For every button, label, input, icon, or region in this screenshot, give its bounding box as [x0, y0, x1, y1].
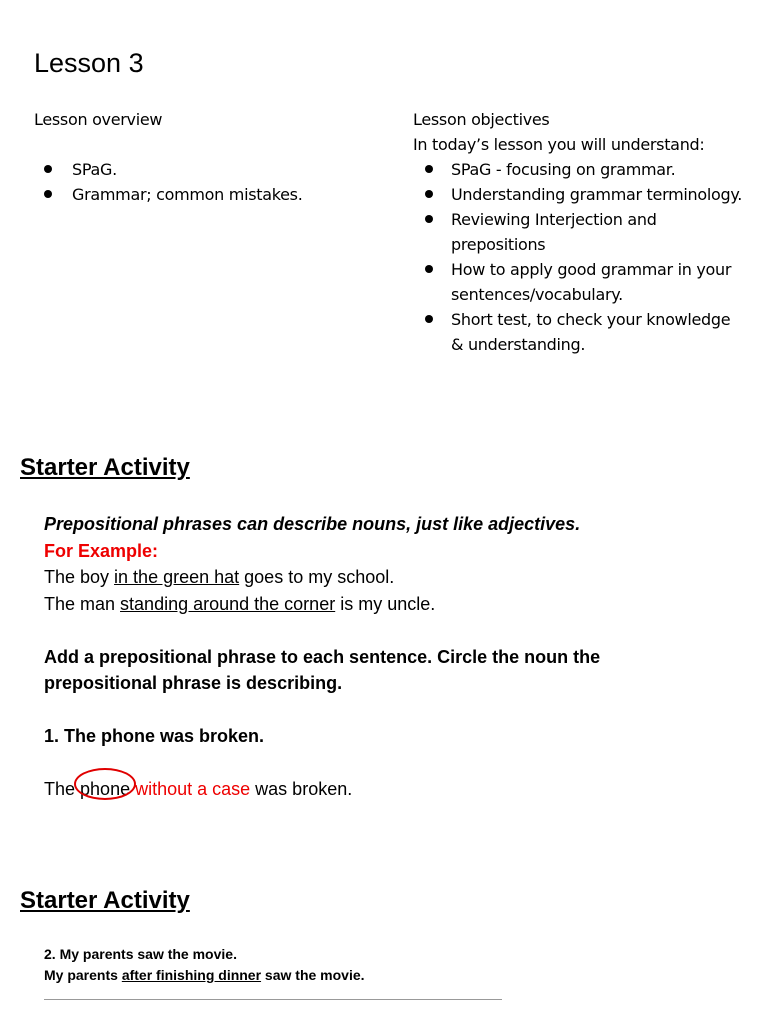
question-1: 1. The phone was broken.: [44, 726, 265, 746]
example-sentence-1: The boy in the green hat goes to my school.: [44, 567, 395, 587]
example-label: For Example:: [44, 540, 159, 561]
overview-item: SPaG.: [34, 157, 364, 182]
example-sentence-2: The man standing around the corner is my uncle.: [44, 593, 436, 614]
overview-list: [34, 157, 364, 207]
answer-1: The phone without a case was broken.: [44, 776, 684, 803]
answer-line: [44, 999, 502, 1000]
objectives-list: [413, 157, 743, 357]
objective-item: Reviewing Interjection and prepositions: [413, 207, 743, 257]
starter-activity-heading: Starter Activity: [20, 454, 190, 481]
lesson-objectives: [413, 107, 743, 357]
objective-item: Understanding grammar terminology.: [413, 182, 743, 207]
lesson-title: Lesson 3: [34, 48, 144, 78]
objectives-heading: Lesson objectives: [413, 110, 550, 129]
starter-activity-2: [44, 944, 644, 986]
intro-text: Prepositional phrases can describe nouns, just like adjectives.: [44, 514, 581, 534]
prepositional-phrase: in the green hat: [114, 567, 240, 587]
instruction-text: Add a prepositional phrase to each sentence. Circle the noun the prepositional phrase is describing.: [44, 646, 601, 693]
objective-item: SPaG - focusing on grammar.: [413, 157, 743, 182]
prepositional-phrase: standing around the corner: [120, 593, 336, 614]
starter-activity-1: [44, 511, 684, 803]
objectives-intro: In today’s lesson you will understand:: [413, 135, 705, 154]
objective-item: How to apply good grammar in your sentences/vocabulary.: [413, 257, 743, 307]
starter-activity-heading-2: Starter Activity: [20, 887, 190, 914]
lesson-overview: [34, 107, 364, 207]
answer-phrase: without a case: [130, 779, 251, 799]
circle-annotation: [74, 768, 136, 800]
answer-2: My parents after finishing dinner saw the movie.: [44, 967, 365, 983]
question-2: 2. My parents saw the movie.: [44, 946, 237, 962]
circled-noun: phone: [80, 776, 130, 803]
objective-item: Short test, to check your knowledge & understanding.: [413, 307, 743, 357]
overview-item: Grammar; common mistakes.: [34, 182, 364, 207]
prepositional-phrase: after finishing dinner: [121, 967, 262, 983]
overview-heading: Lesson overview: [34, 110, 163, 129]
